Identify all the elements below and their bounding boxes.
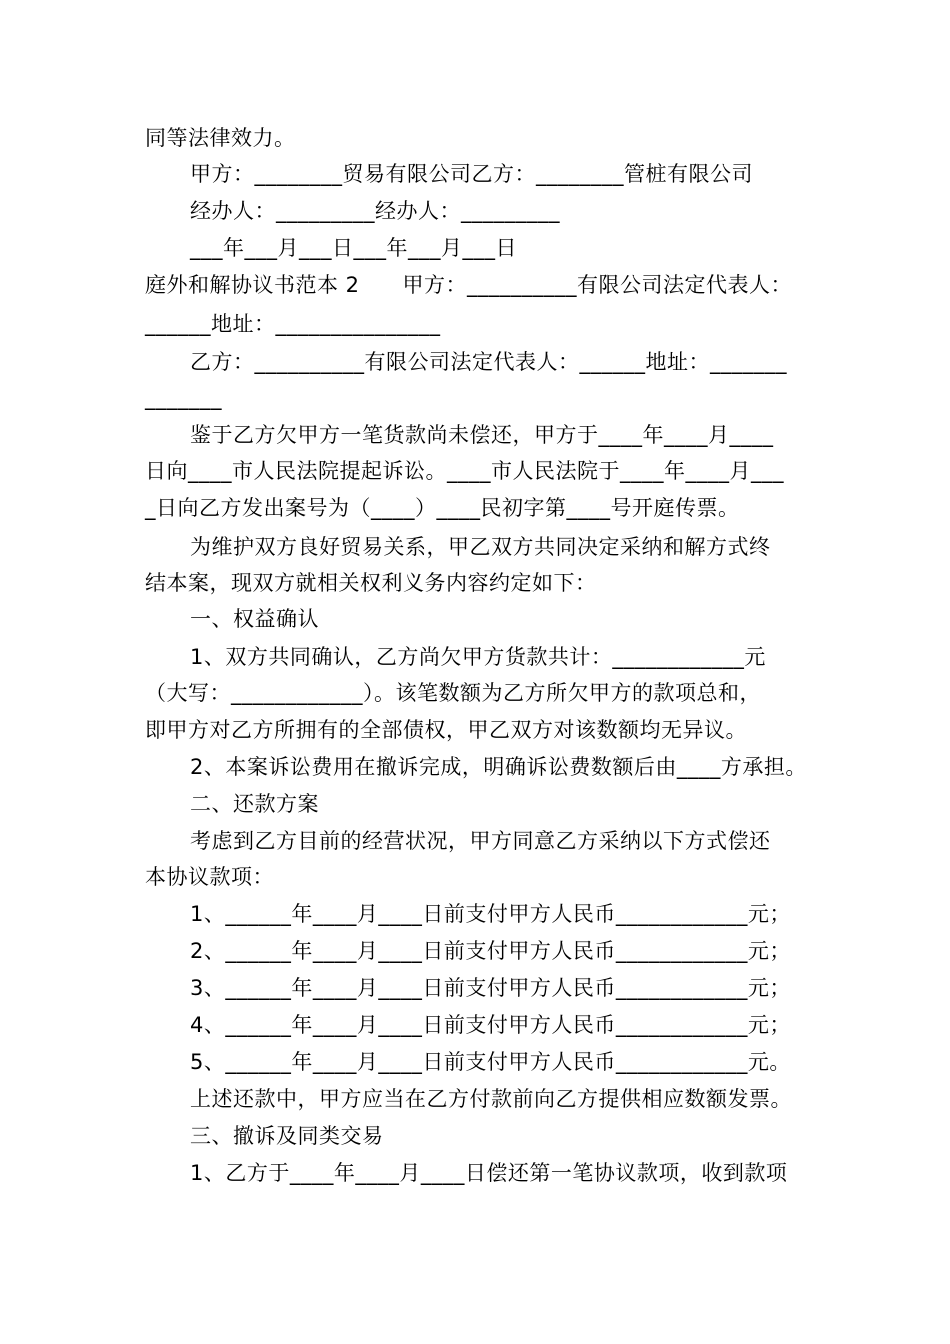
payment-item: 5、______年____月____日前支付甲方人民币____________元。 — [190, 1050, 791, 1074]
text-line: （大写：____________）。该笔数额为乙方所欠甲方的款项总和， — [145, 681, 761, 705]
text-line: _日向乙方发出案号为（____）____民初字第____号开庭传票。 — [145, 496, 740, 520]
text-line: ___年___月___日___年___月___日 — [190, 236, 517, 260]
text-line: 考虑到乙方目前的经营状况，甲方同意乙方采纳以下方式偿还 — [190, 829, 771, 853]
text-line: 日向____市人民法院提起诉讼。____市人民法院于____年____月___ — [145, 459, 784, 483]
text-line: 庭外和解协议书范本 2 甲方：__________有限公司法定代表人： — [145, 273, 793, 297]
text-line: 1、乙方于____年____月____日偿还第一笔协议款项，收到款项 — [190, 1161, 788, 1185]
text-line: 即甲方对乙方所拥有的全部债权，甲乙双方对该数额均无异议。 — [145, 718, 747, 742]
text-line: 鉴于乙方欠甲方一笔货款尚未偿还，甲方于____年____月____ — [190, 423, 774, 447]
payment-item: 2、______年____月____日前支付甲方人民币____________元； — [190, 939, 791, 963]
text-line: 乙方：__________有限公司法定代表人：______地址：_______ — [190, 350, 787, 374]
payment-item: 1、______年____月____日前支付甲方人民币____________元； — [190, 902, 791, 926]
payment-item: 3、______年____月____日前支付甲方人民币____________元； — [190, 976, 791, 1000]
text-line: 上述还款中，甲方应当在乙方付款前向乙方提供相应数额发票。 — [190, 1087, 792, 1111]
text-line: 本协议款项： — [145, 865, 274, 889]
text-line: 同等法律效力。 — [145, 126, 296, 150]
section-heading: 二、还款方案 — [190, 792, 319, 816]
section-heading: 一、权益确认 — [190, 607, 319, 631]
text-line: ______地址：_______________ — [145, 312, 441, 336]
payment-item: 4、______年____月____日前支付甲方人民币____________元； — [190, 1013, 791, 1037]
text-line: _______ — [145, 386, 222, 410]
section-heading: 三、撤诉及同类交易 — [190, 1124, 384, 1148]
text-line: 结本案，现双方就相关权利义务内容约定如下： — [145, 571, 597, 595]
text-line: 为维护双方良好贸易关系，甲乙双方共同决定采纳和解方式终 — [190, 535, 771, 559]
text-line: 1、双方共同确认，乙方尚欠甲方货款共计：____________元 — [190, 645, 766, 669]
text-line: 经办人：_________经办人：_________ — [190, 199, 560, 223]
text-line: 2、本案诉讼费用在撤诉完成，明确诉讼费数额后由____方承担。 — [190, 755, 807, 779]
text-line: 甲方：________贸易有限公司乙方：________管桩有限公司 — [190, 162, 753, 186]
